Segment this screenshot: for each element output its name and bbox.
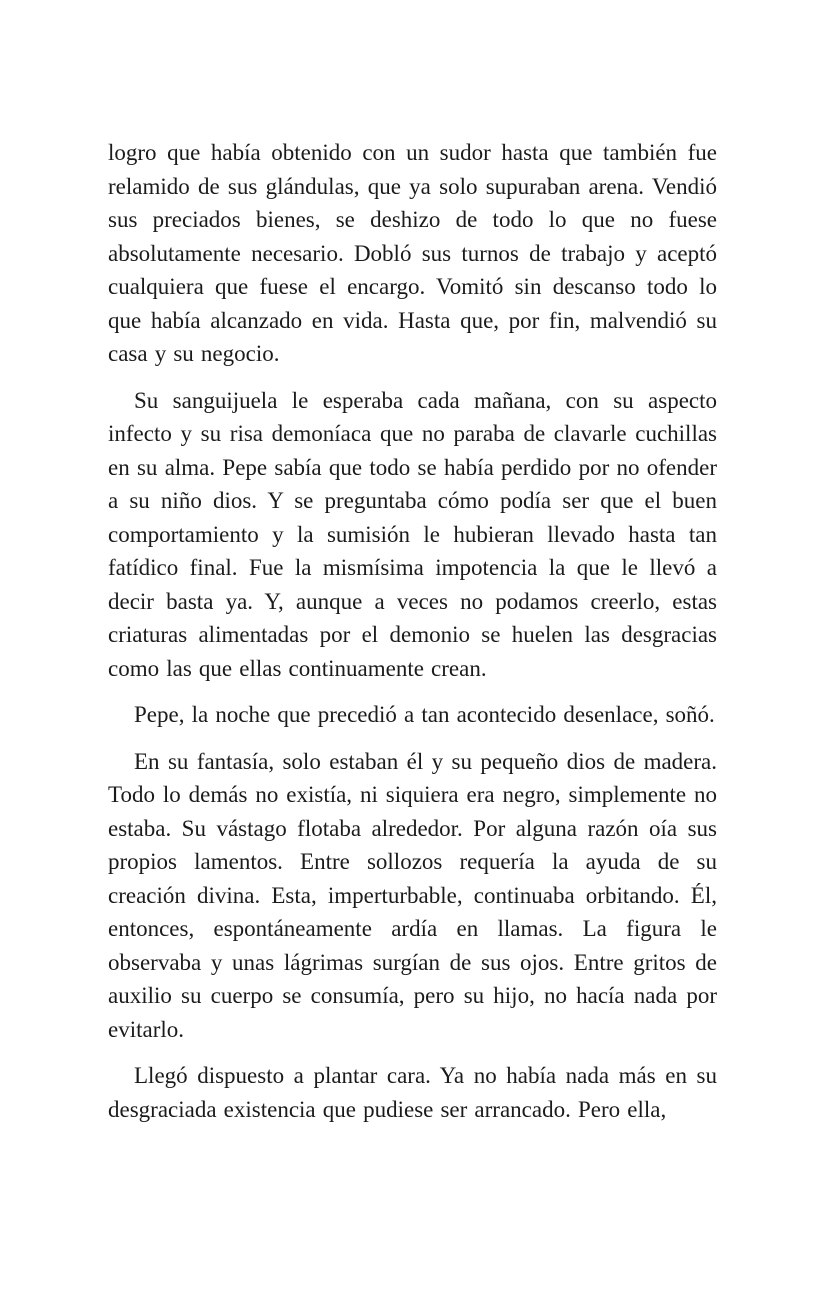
- paragraph: logro que había obtenido con un sudor hasta que también fue relamido de sus glándulas, que ya solo supuraban arena. Vendió sus preciados bienes, se deshizo de todo lo que no fuese absolutamente necesario. Dobló sus turnos de trabajo y aceptó cualquiera que fuese el encargo. Vomitó sin descanso todo lo que había alcanzado en vida. Hasta que, por fin, malvendió su casa y su negocio.: [108, 140, 717, 366]
- page-text-block: [108, 136, 717, 1126]
- paragraph: En su fantasía, solo estaban él y su pequeño dios de madera. Todo lo demás no existía, ni siquiera era negro, simplemente no estaba. Su vástago flotaba alrededor. Por alguna razón oía sus propios lamentos. Entre sollozos requería la ayuda de su creación divina. Esta, imperturbable, continuaba orbitando. Él, entonces, espontáneamente ardía en llamas. La figura le observaba y unas lágrimas surgían de sus ojos. Entre gritos de auxilio su cuerpo se consumía, pero su hijo, no hacía nada por evitarlo.: [108, 748, 717, 1042]
- paragraph: Su sanguijuela le esperaba cada mañana, con su aspecto infecto y su risa demoníaca que no paraba de clavarle cuchillas en su alma. Pepe sabía que todo se había perdido por no ofender a su niño dios. Y se preguntaba cómo podía ser que el buen comportamiento y la sumisión le hubieran llevado hasta tan fatídico final. Fue la mismísima impotencia la que le llevó a decir basta ya. Y, aunque a veces no podamos creerlo, estas criaturas alimentadas por el demonio se huelen las desgracias como las que ellas continuamente crean.: [108, 387, 717, 681]
- paragraph: Llegó dispuesto a plantar cara. Ya no había nada más en su desgraciada existencia que pudiese ser arrancado. Pero ella,: [108, 1063, 717, 1122]
- paragraph: Pepe, la noche que precedió a tan acontecido desenlace, soñó.: [134, 702, 715, 727]
